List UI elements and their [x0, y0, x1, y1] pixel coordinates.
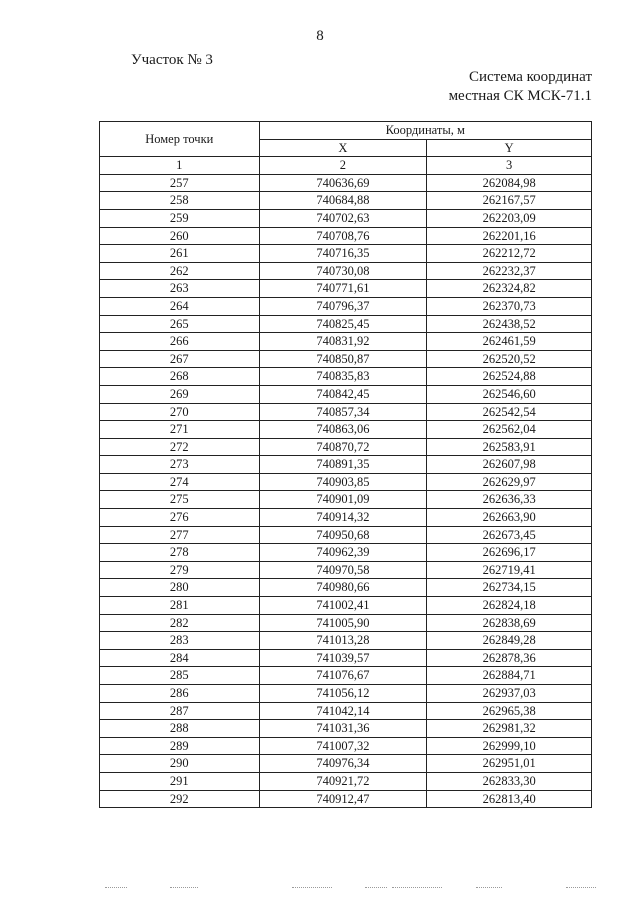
- y-coordinate-cell: 262734,15: [427, 579, 592, 597]
- x-coordinate-cell: 740870,72: [259, 438, 427, 456]
- table-row: [100, 702, 592, 720]
- table-row: [100, 438, 592, 456]
- y-coordinate-cell: 262981,32: [427, 720, 592, 738]
- y-coordinate-cell: 262212,72: [427, 245, 592, 263]
- table-row: [100, 649, 592, 667]
- table-row: [100, 737, 592, 755]
- point-number-cell: 261: [100, 245, 260, 263]
- table-row: [100, 772, 592, 790]
- point-number-cell: 283: [100, 632, 260, 650]
- x-coordinate-cell: 740730,08: [259, 262, 427, 280]
- table-row: [100, 280, 592, 298]
- x-coordinate-cell: 741005,90: [259, 614, 427, 632]
- x-coordinate-cell: 740980,66: [259, 579, 427, 597]
- scan-artifact: [170, 887, 198, 888]
- scan-artifact: [105, 887, 127, 888]
- x-coordinate-cell: 740901,09: [259, 491, 427, 509]
- table-row: [100, 456, 592, 474]
- table-row: [100, 174, 592, 192]
- x-coordinate-cell: 741002,41: [259, 597, 427, 615]
- scan-artifact: [476, 887, 502, 888]
- y-coordinate-cell: 262965,38: [427, 702, 592, 720]
- table-row: [100, 350, 592, 368]
- y-coordinate-cell: 262951,01: [427, 755, 592, 773]
- x-coordinate-cell: 740708,76: [259, 227, 427, 245]
- table-header-row: [100, 122, 592, 140]
- point-number-cell: 285: [100, 667, 260, 685]
- x-coordinate-cell: 740716,35: [259, 245, 427, 263]
- point-number-cell: 259: [100, 209, 260, 227]
- point-number-cell: 275: [100, 491, 260, 509]
- x-coordinate-cell: 740863,06: [259, 421, 427, 439]
- y-coordinate-cell: 262937,03: [427, 685, 592, 703]
- table-row: [100, 632, 592, 650]
- table-row: [100, 227, 592, 245]
- y-coordinate-cell: 262629,97: [427, 473, 592, 491]
- table-row: [100, 597, 592, 615]
- x-coordinate-cell: 741039,57: [259, 649, 427, 667]
- point-number-cell: 268: [100, 368, 260, 386]
- table-row: [100, 509, 592, 527]
- point-number-cell: 264: [100, 297, 260, 315]
- point-number-cell: 279: [100, 561, 260, 579]
- point-number-cell: 292: [100, 790, 260, 808]
- y-coordinate-cell: 262719,41: [427, 561, 592, 579]
- coordinate-system-name: местная СК МСК-71.1: [448, 88, 592, 104]
- y-coordinate-cell: 262520,52: [427, 350, 592, 368]
- scan-artifact: [365, 887, 387, 888]
- y-coordinate-cell: 262607,98: [427, 456, 592, 474]
- y-coordinate-cell: 262201,16: [427, 227, 592, 245]
- header-y: Y: [427, 139, 592, 157]
- x-coordinate-cell: 740702,63: [259, 209, 427, 227]
- point-number-cell: 272: [100, 438, 260, 456]
- table-row: [100, 685, 592, 703]
- point-number-cell: 280: [100, 579, 260, 597]
- table-row: [100, 544, 592, 562]
- table-row: [100, 192, 592, 210]
- point-number-cell: 273: [100, 456, 260, 474]
- x-coordinate-cell: 740912,47: [259, 790, 427, 808]
- y-coordinate-cell: 262878,36: [427, 649, 592, 667]
- y-coordinate-cell: 262849,28: [427, 632, 592, 650]
- x-coordinate-cell: 741013,28: [259, 632, 427, 650]
- y-coordinate-cell: 262673,45: [427, 526, 592, 544]
- y-coordinate-cell: 262636,33: [427, 491, 592, 509]
- point-number-cell: 262: [100, 262, 260, 280]
- y-coordinate-cell: 262838,69: [427, 614, 592, 632]
- y-coordinate-cell: 262813,40: [427, 790, 592, 808]
- coordinate-system-block: [449, 68, 592, 106]
- y-coordinate-cell: 262167,57: [427, 192, 592, 210]
- header-point-number: Номер точки: [100, 122, 260, 157]
- point-number-cell: 278: [100, 544, 260, 562]
- point-number-cell: 276: [100, 509, 260, 527]
- y-coordinate-cell: 262232,37: [427, 262, 592, 280]
- table-row: [100, 403, 592, 421]
- table-row: [100, 579, 592, 597]
- table-row: [100, 315, 592, 333]
- x-coordinate-cell: 741056,12: [259, 685, 427, 703]
- point-number-cell: 265: [100, 315, 260, 333]
- point-number-cell: 266: [100, 333, 260, 351]
- point-number-cell: 287: [100, 702, 260, 720]
- x-coordinate-cell: 740914,32: [259, 509, 427, 527]
- x-coordinate-cell: 740970,58: [259, 561, 427, 579]
- table-row: [100, 720, 592, 738]
- point-number-cell: 267: [100, 350, 260, 368]
- table-row: [100, 245, 592, 263]
- x-coordinate-cell: 741007,32: [259, 737, 427, 755]
- y-coordinate-cell: 262824,18: [427, 597, 592, 615]
- x-coordinate-cell: 741076,67: [259, 667, 427, 685]
- x-coordinate-cell: 740636,69: [259, 174, 427, 192]
- point-number-cell: 271: [100, 421, 260, 439]
- point-number-cell: 291: [100, 772, 260, 790]
- coordinate-system-label: Система координат: [468, 69, 592, 85]
- point-number-cell: 289: [100, 737, 260, 755]
- y-coordinate-cell: 262203,09: [427, 209, 592, 227]
- table-row: [100, 262, 592, 280]
- x-coordinate-cell: 740921,72: [259, 772, 427, 790]
- point-number-cell: 284: [100, 649, 260, 667]
- table-row: [100, 385, 592, 403]
- x-coordinate-cell: 740842,45: [259, 385, 427, 403]
- table-row: [100, 614, 592, 632]
- x-coordinate-cell: 741042,14: [259, 702, 427, 720]
- y-coordinate-cell: 262370,73: [427, 297, 592, 315]
- y-coordinate-cell: 262546,60: [427, 385, 592, 403]
- column-number-1: 1: [100, 157, 260, 175]
- y-coordinate-cell: 262696,17: [427, 544, 592, 562]
- table-row: [100, 473, 592, 491]
- x-coordinate-cell: 741031,36: [259, 720, 427, 738]
- table-body: [100, 174, 592, 807]
- table-row: [100, 755, 592, 773]
- table-row: [100, 526, 592, 544]
- point-number-cell: 281: [100, 597, 260, 615]
- point-number-cell: 257: [100, 174, 260, 192]
- table-row: [100, 491, 592, 509]
- x-coordinate-cell: 740891,35: [259, 456, 427, 474]
- point-number-cell: 290: [100, 755, 260, 773]
- x-coordinate-cell: 740684,88: [259, 192, 427, 210]
- table-row: [100, 667, 592, 685]
- x-coordinate-cell: 740903,85: [259, 473, 427, 491]
- x-coordinate-cell: 740976,34: [259, 755, 427, 773]
- x-coordinate-cell: 740850,87: [259, 350, 427, 368]
- y-coordinate-cell: 262583,91: [427, 438, 592, 456]
- x-coordinate-cell: 740825,45: [259, 315, 427, 333]
- column-number-3: 3: [427, 157, 592, 175]
- point-number-cell: 277: [100, 526, 260, 544]
- point-number-cell: 263: [100, 280, 260, 298]
- table-row: [100, 368, 592, 386]
- point-number-cell: 286: [100, 685, 260, 703]
- y-coordinate-cell: 262663,90: [427, 509, 592, 527]
- y-coordinate-cell: 262084,98: [427, 174, 592, 192]
- table-row: [100, 297, 592, 315]
- table-row: [100, 333, 592, 351]
- point-number-cell: 270: [100, 403, 260, 421]
- y-coordinate-cell: 262562,04: [427, 421, 592, 439]
- point-number-cell: 274: [100, 473, 260, 491]
- y-coordinate-cell: 262524,88: [427, 368, 592, 386]
- y-coordinate-cell: 262884,71: [427, 667, 592, 685]
- column-number-2: 2: [259, 157, 427, 175]
- point-number-cell: 288: [100, 720, 260, 738]
- x-coordinate-cell: 740962,39: [259, 544, 427, 562]
- x-coordinate-cell: 740796,37: [259, 297, 427, 315]
- point-number-cell: 258: [100, 192, 260, 210]
- x-coordinate-cell: 740950,68: [259, 526, 427, 544]
- scan-artifact: [566, 887, 596, 888]
- point-number-cell: 260: [100, 227, 260, 245]
- point-number-cell: 282: [100, 614, 260, 632]
- y-coordinate-cell: 262833,30: [427, 772, 592, 790]
- x-coordinate-cell: 740771,61: [259, 280, 427, 298]
- header-coordinates: Координаты, м: [259, 122, 591, 140]
- table-row: [100, 790, 592, 808]
- x-coordinate-cell: 740857,34: [259, 403, 427, 421]
- table-row: [100, 421, 592, 439]
- scan-artifact: [292, 887, 332, 888]
- x-coordinate-cell: 740831,92: [259, 333, 427, 351]
- coordinates-table: [99, 121, 592, 808]
- y-coordinate-cell: 262324,82: [427, 280, 592, 298]
- y-coordinate-cell: 262438,52: [427, 315, 592, 333]
- y-coordinate-cell: 262542,54: [427, 403, 592, 421]
- table-row: [100, 561, 592, 579]
- table-row: [100, 209, 592, 227]
- y-coordinate-cell: 262999,10: [427, 737, 592, 755]
- header-x: X: [259, 139, 427, 157]
- x-coordinate-cell: 740835,83: [259, 368, 427, 386]
- column-number-row: [100, 157, 592, 175]
- page-number: 8: [316, 28, 324, 44]
- section-title: Участок № 3: [131, 52, 213, 68]
- point-number-cell: 269: [100, 385, 260, 403]
- scan-artifact: [392, 887, 442, 888]
- y-coordinate-cell: 262461,59: [427, 333, 592, 351]
